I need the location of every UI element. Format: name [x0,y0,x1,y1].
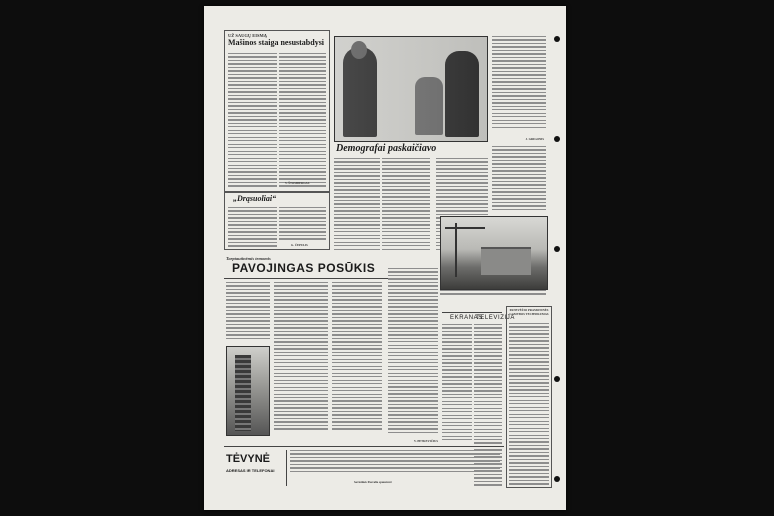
left-article-byline: V. ŠTOMBERGAS [285,181,310,185]
right-ad-header: PANEVĖŽIO PRAMONINĖS GAMYBOS TECHNIKUMAS [509,308,549,316]
top-photo [334,36,488,142]
left-article-title: Mašinos staiga nesustabdysi [228,38,325,47]
footer-text [290,450,500,478]
binder-hole [554,476,560,482]
newspaper-page [204,6,566,510]
construction-photo [440,216,548,290]
ekranas-title: EKRANAS [450,315,483,321]
demografai-title: Demografai paskaičiavo [336,143,437,154]
pavojingas-title: PAVOJINGAS POSŪKIS [232,261,376,275]
right-top-caption [492,36,546,142]
demografai-text-right [492,146,546,212]
adresas-label: ADRESAS IR TELEFONAI [226,468,275,473]
left-article-kicker: UŽ SAUGŲ EISMĄ [228,33,268,38]
binder-holes [552,6,560,510]
tower-photo [226,346,270,436]
binder-hole [554,246,560,252]
pavojingas-byline: V. PETKEVIČIUS [414,439,438,444]
drasuoliai-title: „Drąsuoliai“ [233,194,277,203]
right-top-byline: J. GRIGONIS [525,137,544,142]
binder-hole [554,136,560,142]
demografai-text-left [334,158,430,252]
binder-hole [554,36,560,42]
tevyne-logo: TĖVYNĖ [226,453,271,465]
televizija-title: TELEVIZIJA [476,315,516,321]
drasuoliai-article [224,192,330,250]
footer-publisher: Sovietinės Pasvalio spaustuvė [354,480,392,484]
left-article-box [224,30,330,192]
left-article-text-col-1 [228,53,277,191]
left-article-text-col-2 [279,53,326,191]
construction-caption [440,290,546,300]
right-ad-box [506,306,552,488]
binder-hole [554,376,560,382]
drasuoliai-byline: G. ČEPULIS [291,243,308,248]
international-kicker: Tarptautinėmis temomis [226,256,271,261]
